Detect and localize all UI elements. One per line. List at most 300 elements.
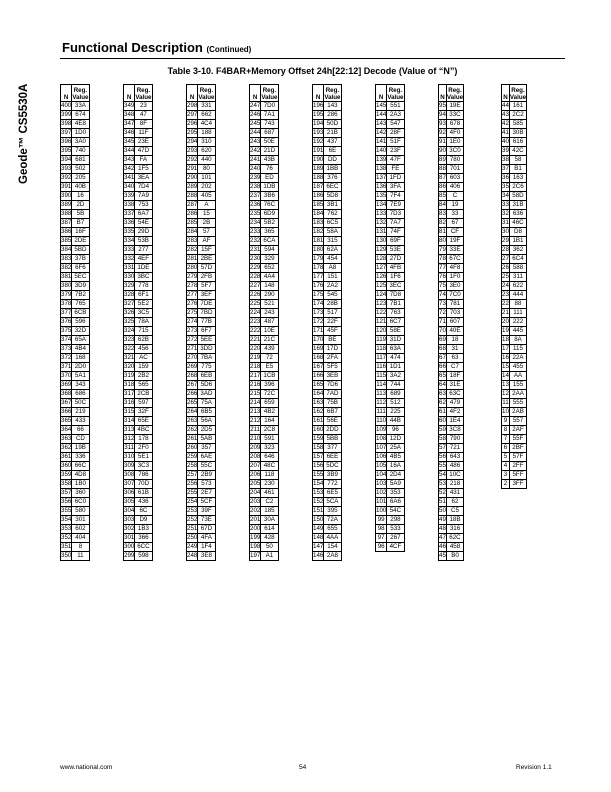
table-row — [502, 282, 527, 291]
table-row — [187, 480, 216, 489]
n-cell: 11 — [502, 399, 509, 406]
table-row — [439, 111, 464, 120]
table-row — [187, 264, 216, 273]
table-row — [376, 174, 405, 183]
n-cell: 46 — [439, 543, 446, 550]
reg-value-cell: 636 — [509, 210, 526, 219]
n-cell: 145 — [376, 102, 387, 109]
reg-value-cell: 7C0 — [446, 291, 463, 300]
table-row — [61, 300, 90, 309]
header-reg-value: Reg. Value — [72, 85, 89, 102]
n-cell: 70 — [439, 327, 446, 334]
reg-value-cell: 65A — [72, 336, 89, 345]
table-row — [439, 174, 464, 183]
reg-value-cell: D9 — [135, 516, 152, 525]
n-cell: 21 — [502, 309, 509, 316]
reg-value-cell: 2CB — [135, 390, 152, 399]
n-cell: 289 — [187, 183, 198, 190]
n-cell: 253 — [187, 507, 198, 514]
reg-value-cell: 4FA — [198, 534, 215, 543]
n-cell: 340 — [124, 183, 135, 190]
n-cell: 287 — [187, 201, 198, 208]
reg-value-cell: 10E — [261, 327, 278, 336]
n-cell: 361 — [61, 453, 72, 460]
reg-value-cell: 2FB — [198, 273, 215, 282]
reg-value-cell: 5FF — [509, 471, 526, 480]
reg-value-cell: E5 — [261, 363, 278, 372]
n-cell: 94 — [439, 111, 446, 118]
n-cell: 71 — [439, 318, 446, 325]
table-row — [250, 543, 279, 552]
reg-value-cell: 1DB — [261, 183, 278, 192]
table-row — [376, 183, 405, 192]
reg-value-cell: 573 — [198, 480, 215, 489]
table-row — [187, 507, 216, 516]
n-cell: 202 — [250, 507, 261, 514]
reg-value-cell: 547 — [387, 120, 404, 129]
reg-value-cell: 67C — [446, 255, 463, 264]
reg-value-cell: 42C — [509, 147, 526, 156]
n-cell: 112 — [376, 399, 387, 406]
table-row — [250, 264, 279, 273]
reg-value-cell: 23 — [135, 102, 152, 111]
n-cell: 395 — [61, 147, 72, 154]
header-reg-value: Reg. Value — [446, 85, 463, 102]
n-cell: 174 — [313, 300, 324, 307]
n-cell: 84 — [439, 201, 446, 208]
reg-value-cell: AF — [198, 237, 215, 246]
table-row — [502, 363, 527, 372]
table-row — [502, 102, 527, 111]
table-row — [61, 471, 90, 480]
n-cell: 314 — [124, 417, 135, 424]
table-row — [439, 210, 464, 219]
table-row — [124, 471, 153, 480]
n-cell: 243 — [250, 138, 261, 145]
n-cell: 157 — [313, 453, 324, 460]
table-row — [250, 246, 279, 255]
n-cell: 122 — [376, 309, 387, 316]
n-cell: 272 — [187, 336, 198, 343]
n-cell: 354 — [61, 516, 72, 523]
reg-value-cell: 1E4 — [446, 417, 463, 426]
n-cell: 34 — [502, 192, 509, 199]
n-cell: 54 — [439, 471, 446, 478]
n-cell: 87 — [439, 174, 446, 181]
reg-value-cell: 3B9 — [324, 471, 341, 480]
n-cell: 168 — [313, 354, 324, 361]
table-row — [187, 273, 216, 282]
n-cell: 259 — [187, 453, 198, 460]
n-cell: 353 — [61, 525, 72, 532]
table-row — [376, 309, 405, 318]
n-cell: 137 — [376, 174, 387, 181]
table-row — [250, 426, 279, 435]
table-row — [250, 453, 279, 462]
table-row — [376, 480, 405, 489]
n-cell: 261 — [187, 435, 198, 442]
reg-value-cell: 96 — [387, 426, 404, 435]
reg-value-cell: 5E1 — [135, 453, 152, 462]
footer-website: www.national.com — [60, 764, 113, 771]
reg-value-cell: 715 — [135, 327, 152, 336]
n-cell: 167 — [313, 363, 324, 370]
table-row — [376, 120, 405, 129]
table-row — [439, 507, 464, 516]
table-row — [61, 372, 90, 381]
table-row — [439, 183, 464, 192]
reg-value-cell: C — [446, 192, 463, 201]
n-cell: 75 — [439, 282, 446, 289]
n-cell: 139 — [376, 156, 387, 163]
reg-value-cell: 4B4 — [72, 345, 89, 354]
table-row — [187, 516, 216, 525]
reg-value-cell: 597 — [135, 399, 152, 408]
n-cell: 58 — [439, 435, 446, 442]
table-row — [250, 111, 279, 120]
table-row — [187, 372, 216, 381]
table-row — [61, 138, 90, 147]
table-row — [124, 318, 153, 327]
table-row — [124, 111, 153, 120]
reg-value-cell: 681 — [72, 156, 89, 165]
n-cell: 258 — [187, 462, 198, 469]
reg-value-cell: 6EE — [324, 453, 341, 462]
reg-value-cell: 404 — [72, 534, 89, 543]
table-row — [250, 327, 279, 336]
table-row — [61, 336, 90, 345]
reg-value-cell: 376 — [324, 174, 341, 183]
n-cell: 83 — [439, 210, 446, 217]
n-cell: 49 — [439, 516, 446, 523]
table-row — [313, 354, 342, 363]
reg-value-cell: 63A — [387, 345, 404, 354]
table-row — [502, 210, 527, 219]
table-row — [250, 237, 279, 246]
table-row — [376, 111, 405, 120]
reg-value-cell: 1DE — [135, 264, 152, 273]
reg-value-cell: 588 — [509, 264, 526, 273]
n-cell: 124 — [376, 291, 387, 298]
reg-value-cell: 603 — [446, 174, 463, 183]
table-row — [61, 264, 90, 273]
table-row — [124, 138, 153, 147]
table-row — [376, 237, 405, 246]
reg-value-cell: 154 — [324, 543, 341, 552]
n-cell: 77 — [439, 264, 446, 271]
reg-value-cell: 6C0 — [72, 498, 89, 507]
reg-value-cell: 311 — [509, 273, 526, 282]
n-cell: 107 — [376, 444, 387, 451]
table-row — [313, 435, 342, 444]
n-cell: 375 — [61, 327, 72, 334]
reg-value-cell: 353 — [387, 489, 404, 498]
reg-value-cell: 786 — [135, 471, 152, 480]
reg-value-cell: 433 — [72, 417, 89, 426]
n-cell: 387 — [61, 219, 72, 226]
table-row — [439, 120, 464, 129]
n-cell: 376 — [61, 318, 72, 325]
table-row — [187, 408, 216, 417]
table-row — [313, 516, 342, 525]
table-row — [250, 372, 279, 381]
table-row — [61, 525, 90, 534]
reg-value-cell: 30B — [509, 129, 526, 138]
table-row — [313, 453, 342, 462]
n-cell: 171 — [313, 327, 324, 334]
reg-value-cell: 775 — [198, 363, 215, 372]
reg-value-cell: 163 — [509, 174, 526, 183]
reg-value-cell: 533 — [387, 525, 404, 534]
table-row — [187, 363, 216, 372]
n-cell: 283 — [187, 237, 198, 244]
reg-value-cell: 431 — [446, 489, 463, 498]
n-cell: 165 — [313, 381, 324, 388]
reg-value-cell: 3AD — [198, 390, 215, 399]
table-row — [250, 192, 279, 201]
reg-value-cell: 72A — [324, 516, 341, 525]
n-cell: 366 — [61, 408, 72, 415]
table-row — [250, 336, 279, 345]
reg-value-cell: 155 — [509, 381, 526, 390]
table-row — [502, 471, 527, 480]
decode-table — [375, 84, 405, 552]
n-cell: 335 — [124, 228, 135, 235]
table-row — [61, 102, 90, 111]
n-cell: 197 — [250, 552, 261, 559]
reg-value-cell: 502 — [72, 165, 89, 174]
n-cell: 6 — [502, 444, 510, 453]
table-row — [439, 417, 464, 426]
table-row — [124, 372, 153, 381]
table-row — [61, 318, 90, 327]
reg-value-cell: 18F — [446, 372, 463, 381]
table-row — [250, 300, 279, 309]
table-row — [313, 480, 342, 489]
reg-value-cell: 1F0 — [446, 273, 463, 282]
table-row — [313, 210, 342, 219]
n-cell: 379 — [61, 291, 72, 298]
n-cell: 330 — [124, 273, 135, 280]
table-row — [376, 534, 405, 543]
n-cell: 149 — [313, 525, 324, 532]
n-cell: 144 — [376, 111, 387, 118]
n-cell: 271 — [187, 345, 198, 352]
reg-value-cell: 67 — [446, 219, 463, 228]
n-cell: 391 — [61, 183, 72, 190]
reg-value-cell: 1E0 — [446, 138, 463, 147]
table-row — [376, 102, 405, 111]
n-cell: 388 — [61, 210, 72, 217]
reg-value-cell: 6F1 — [135, 291, 152, 300]
table-row — [439, 354, 464, 363]
reg-value-cell: 555 — [509, 399, 526, 408]
n-cell: 385 — [61, 237, 72, 244]
reg-value-cell: 6CB — [72, 309, 89, 318]
n-cell: 233 — [250, 228, 261, 235]
reg-value-cell: 22A — [509, 354, 526, 363]
table-row — [124, 192, 153, 201]
table-row — [313, 498, 342, 507]
reg-value-cell: B1 — [509, 165, 526, 174]
n-cell: 188 — [313, 174, 324, 181]
reg-value-cell: 66C — [72, 462, 89, 471]
reg-value-cell: 7D8 — [387, 291, 404, 300]
n-cell: 300 — [124, 543, 135, 550]
reg-value-cell: 580 — [72, 507, 89, 516]
reg-value-cell: 620 — [198, 147, 215, 156]
reg-value-cell: 2BE — [198, 255, 215, 264]
table-row — [502, 138, 527, 147]
n-cell: 147 — [313, 543, 324, 550]
reg-value-cell: AA — [509, 372, 526, 381]
reg-value-cell: 406 — [446, 183, 463, 192]
reg-value-cell: 50D — [324, 120, 341, 129]
reg-value-cell: 33 — [446, 210, 463, 219]
table-row — [376, 444, 405, 453]
reg-value-cell: 3B1 — [324, 201, 341, 210]
reg-value-cell: 3FA — [387, 183, 404, 192]
n-cell: 343 — [124, 156, 135, 163]
reg-value-cell: 1F4 — [198, 543, 215, 552]
n-cell: 288 — [187, 192, 198, 199]
n-cell: 235 — [250, 210, 261, 217]
n-cell: 76 — [439, 273, 446, 280]
n-cell: 126 — [376, 273, 387, 280]
n-cell: 299 — [124, 552, 135, 559]
table-row — [313, 489, 342, 498]
n-cell: 14 — [502, 372, 509, 379]
n-cell: 101 — [376, 498, 387, 505]
reg-value-cell: 40B — [72, 183, 89, 192]
reg-value-cell: 596 — [72, 318, 89, 327]
reg-value-cell: 686 — [72, 390, 89, 399]
table-row — [250, 363, 279, 372]
n-cell: 82 — [439, 219, 446, 226]
table-row — [502, 444, 527, 453]
n-cell: 184 — [313, 210, 324, 217]
table-row — [313, 282, 342, 291]
table-row — [502, 255, 527, 264]
n-cell: 248 — [187, 552, 198, 559]
n-cell: 5 — [502, 453, 510, 462]
reg-value-cell: 486 — [446, 462, 463, 471]
n-cell: 56 — [439, 453, 446, 460]
n-cell: 203 — [250, 498, 261, 505]
table-row — [376, 282, 405, 291]
reg-value-cell: 50E — [261, 138, 278, 147]
reg-value-cell: 185 — [261, 507, 278, 516]
n-cell: 383 — [61, 255, 72, 262]
table-row — [61, 399, 90, 408]
n-cell: 169 — [313, 345, 324, 352]
table-row — [61, 426, 90, 435]
n-cell: 270 — [187, 354, 198, 361]
n-cell: 9 — [502, 417, 510, 426]
table-row — [502, 165, 527, 174]
table-row — [439, 390, 464, 399]
n-cell: 172 — [313, 318, 324, 325]
n-cell: 141 — [376, 138, 387, 145]
table-row — [250, 489, 279, 498]
reg-value-cell: 19B — [72, 444, 89, 453]
n-cell: 397 — [61, 129, 72, 136]
table-row — [124, 417, 153, 426]
n-cell: 10 — [502, 408, 509, 415]
reg-value-cell: 743 — [261, 120, 278, 129]
table-row — [187, 327, 216, 336]
n-cell: 136 — [376, 183, 387, 190]
reg-value-cell: 763 — [387, 309, 404, 318]
table-row — [376, 462, 405, 471]
n-cell: 372 — [61, 354, 72, 361]
n-cell: 303 — [124, 516, 135, 523]
reg-value-cell: 6EC — [324, 183, 341, 192]
reg-value-cell: 1F6 — [387, 273, 404, 282]
table-row — [124, 282, 153, 291]
reg-value-cell: 7BD — [198, 309, 215, 318]
n-cell: 73 — [439, 300, 446, 307]
table-row — [502, 219, 527, 228]
reg-value-cell: 5BD — [72, 246, 89, 255]
table-row — [502, 399, 527, 408]
n-cell: 241 — [250, 156, 261, 163]
table-row — [439, 444, 464, 453]
table-row — [502, 426, 527, 435]
table-row — [124, 165, 153, 174]
table-row — [439, 363, 464, 372]
table-row — [439, 516, 464, 525]
reg-value-cell: 3EC — [387, 282, 404, 291]
reg-value-cell: 772 — [324, 480, 341, 489]
reg-value-cell: A8 — [324, 264, 341, 273]
table-row — [376, 399, 405, 408]
reg-value-cell: 646 — [261, 453, 278, 462]
table-row — [124, 381, 153, 390]
reg-value-cell: 1B3 — [135, 525, 152, 534]
n-cell: 106 — [376, 453, 387, 460]
reg-value-cell: 47D — [135, 147, 152, 156]
n-cell: 133 — [376, 210, 387, 217]
reg-value-cell: 3EA — [135, 174, 152, 183]
n-cell: 190 — [313, 156, 324, 163]
reg-value-cell: 53B — [135, 237, 152, 246]
table-row — [61, 219, 90, 228]
reg-value-cell: 6D9 — [261, 210, 278, 219]
n-cell: 308 — [124, 471, 135, 478]
reg-value-cell: 58 — [509, 156, 526, 165]
table-row — [124, 246, 153, 255]
table-row — [187, 255, 216, 264]
n-cell: 344 — [124, 147, 135, 154]
n-cell: 159 — [313, 435, 324, 442]
n-cell: 129 — [376, 246, 387, 253]
n-cell: 66 — [439, 363, 446, 370]
table-row — [313, 336, 342, 345]
table-row — [61, 435, 90, 444]
n-cell: 206 — [250, 471, 261, 478]
n-cell: 392 — [61, 174, 72, 181]
reg-value-cell: 458 — [446, 543, 463, 552]
n-cell: 44 — [502, 102, 509, 109]
reg-value-cell: 444 — [509, 291, 526, 300]
table-row — [124, 102, 153, 111]
reg-value-cell: 31E — [446, 381, 463, 390]
table-row — [439, 102, 464, 111]
table-row — [313, 507, 342, 516]
table-row — [439, 552, 464, 561]
reg-value-cell: 557 — [509, 417, 526, 426]
